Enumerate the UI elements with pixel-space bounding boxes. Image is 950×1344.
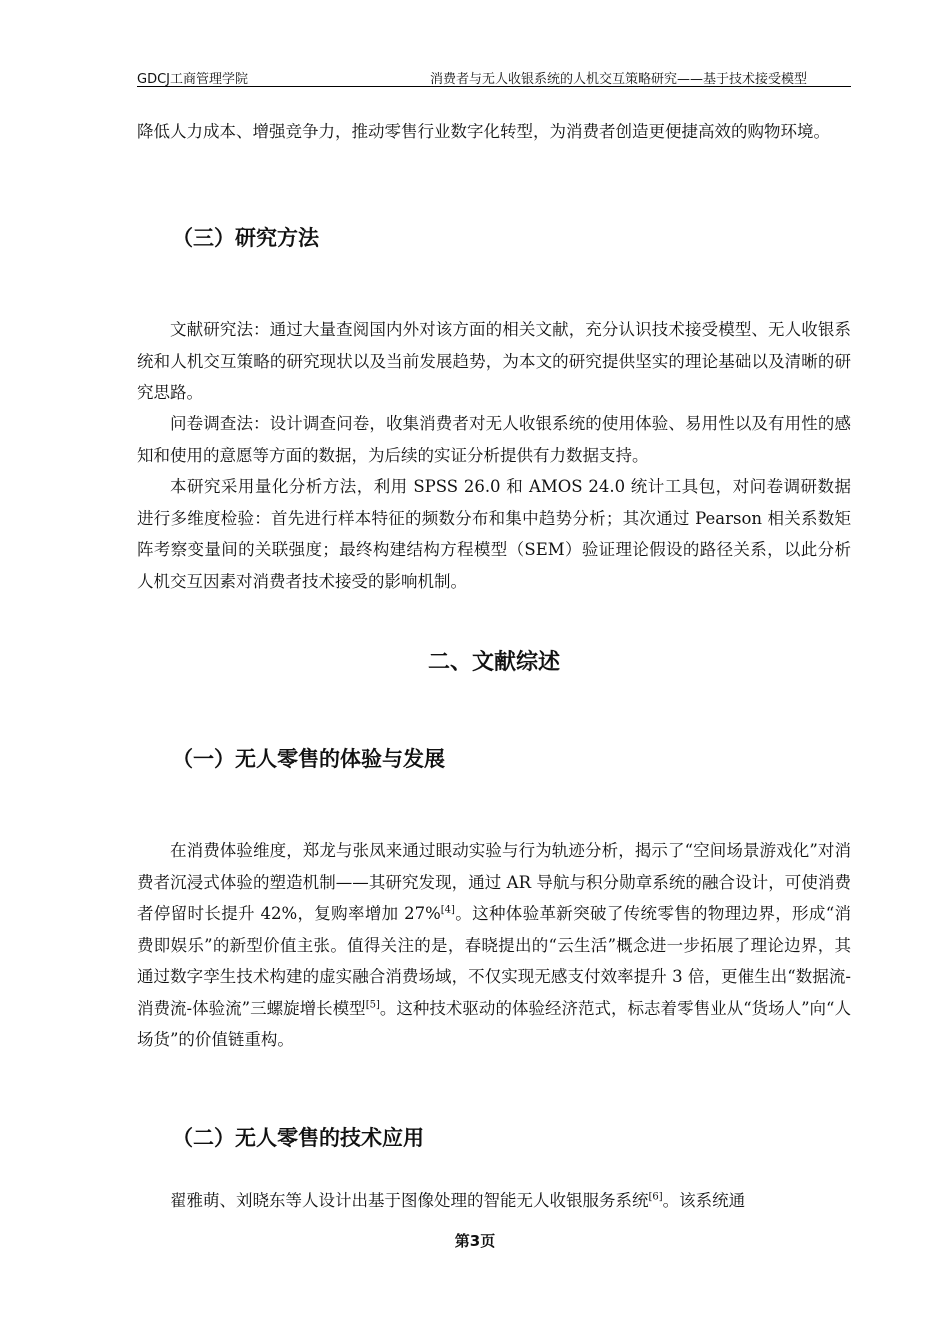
page-number: 第3页 — [454, 1232, 496, 1250]
citation-4: [4] — [440, 904, 455, 916]
citation-6: [6] — [648, 1191, 663, 1203]
page-header — [137, 66, 851, 87]
section-heading-technology-application: （二）无人零售的技术应用 — [172, 1126, 424, 1150]
paragraph-questionnaire-method: 问卷调查法：设计调查问卷，收集消费者对无人收银系统的使用体验、易用性以及有用性的感知和使用的意愿等方面的数据，为后续的实证分析提供有力数据支持。 — [137, 414, 851, 465]
paragraph-literature-method: 文献研究法：通过大量查阅国内外对该方面的相关文献，充分认识技术接受模型、无人收银系统和人机交互策略的研究现状以及当前发展趋势，为本文的研究提供坚实的理论基础以及清晰的研究思路。 — [137, 320, 851, 402]
intro-paragraph-tail: 降低人力成本、增强竞争力，推动零售行业数字化转型，为消费者创造更便捷高效的购物环境。 — [137, 122, 830, 141]
paragraph-experience-development: 在消费体验维度，郑龙与张凤来通过眼动实验与行为轨迹分析，揭示了“空间场景游戏化”对消费者沉浸式体验的塑造机制——其研究发现，通过 AR 导航与积分勋章系统的融合设计，可使消费者停留时长提升 42%，复购率增加 27%[4]。这种体验革新突破了传统零售的物理边界，形成“消费即娱乐”的新型价值主张。值得关注的是，春晓提出的“云生活”概念进一步拓展了理论边界，其通过数字孪生技术构建的虚实融合消费场域，不仅实现无感支付效率提升 3 倍，更催生出“数据流-消费流-体验流”三螺旋增长模型[5]。这种技术驱动的体验经济范式，标志着零售业从“货场人”向“人场货”的价值链重构。 — [137, 841, 852, 1049]
section-heading-experience-development: （一）无人零售的体验与发展 — [172, 747, 445, 771]
paragraph-technology-application: 翟雅萌、刘晓东等人设计出基于图像处理的智能无人收银服务系统[6]。该系统通 — [170, 1191, 746, 1210]
header-institution: GDCJ工商管理学院 — [137, 72, 248, 87]
paragraph-quantitative-method: 本研究采用量化分析方法，利用 SPSS 26.0 和 AMOS 24.0 统计工具包，对问卷调研数据进行多维度检验：首先进行样本特征的频数分布和集中趋势分析；其次通过 Pearson 相关系数矩阵考察变量间的关联强度；最终构建结构方程模型（SEM）验证理论假设的路径关系，以此分析人机交互因素对消费者技术接受的影响机制。 — [137, 477, 851, 591]
chapter-title-literature-review: 二、文献综述 — [427, 650, 560, 675]
citation-5: [5] — [365, 999, 380, 1010]
header-paper-title: 消费者与无人收银系统的人机交互策略研究——基于技术接受模型 — [429, 72, 807, 87]
section-heading-research-methods: （三）研究方法 — [172, 226, 319, 250]
